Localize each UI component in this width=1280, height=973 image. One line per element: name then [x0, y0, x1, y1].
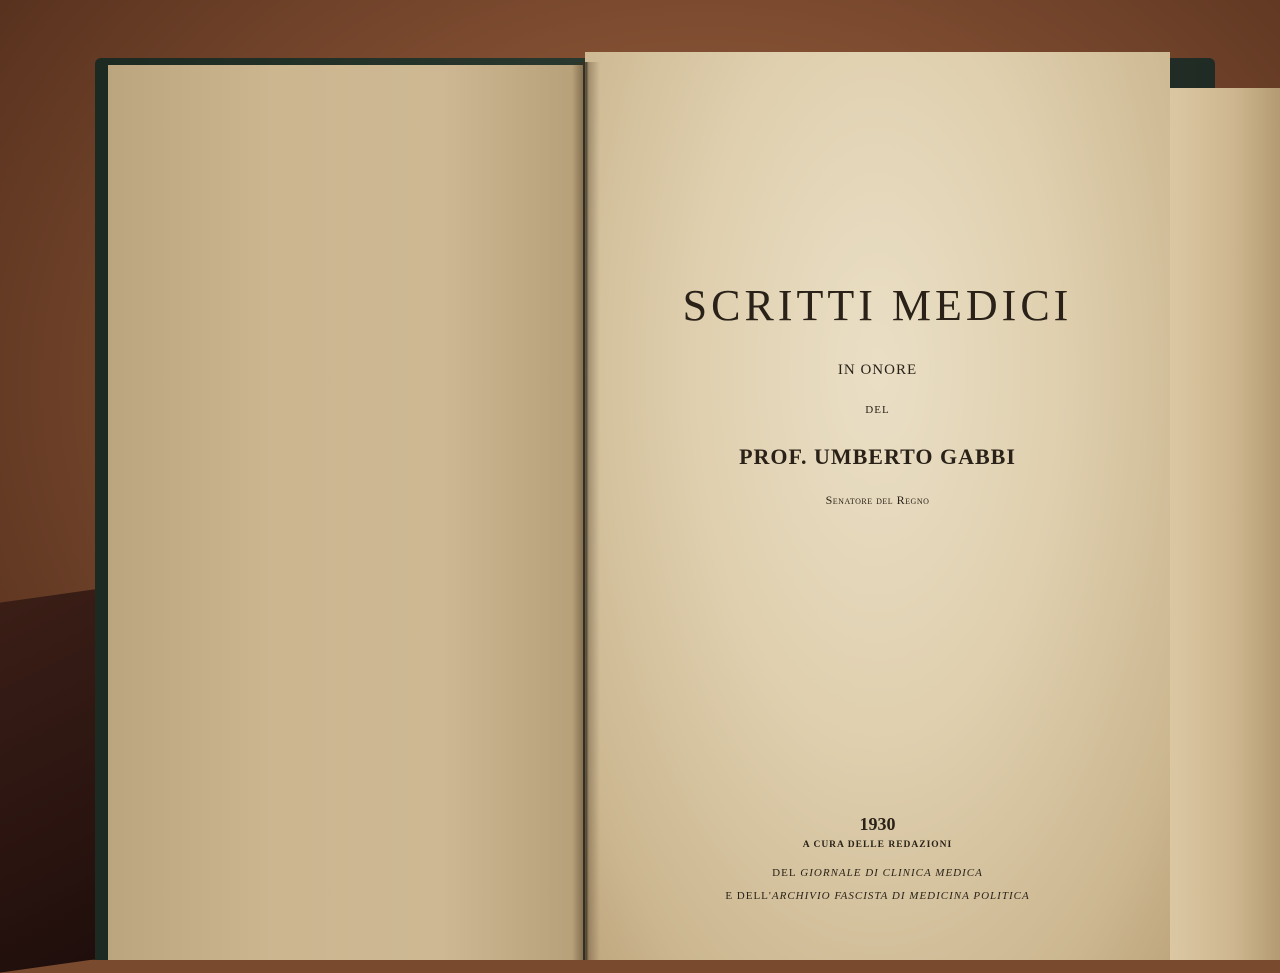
archivio-line: [585, 890, 1170, 902]
title-page: [585, 52, 1170, 960]
publication-year: 1930: [859, 814, 896, 834]
giornale-prefix: DEL: [772, 867, 797, 879]
in-onore-text: IN ONORE: [837, 362, 918, 378]
archivio-name: ARCHIVIO FASCISTA DI MEDICINA POLITICA: [771, 890, 1030, 902]
giornale-line: [585, 867, 1170, 879]
giornale-name: GIORNALE DI CLINICA MEDICA: [800, 867, 983, 879]
prof-prefix: PROF.: [739, 444, 808, 469]
page-stack-edge: [1165, 88, 1280, 960]
archivio-prefix: E DELL': [725, 890, 772, 902]
editors-line: A CURA DELLE REDAZIONI: [802, 840, 953, 850]
senatore-subtitle: Senatore del Regno: [825, 493, 930, 507]
book-gutter: [572, 62, 600, 960]
author-line: [585, 444, 1170, 470]
book-title: SCRITTI MEDICI: [682, 281, 1073, 330]
title-block: [585, 52, 1170, 960]
left-blank-page: [108, 65, 583, 960]
honoree-name: UMBERTO GABBI: [813, 444, 1016, 469]
del-text: DEL: [865, 404, 890, 416]
